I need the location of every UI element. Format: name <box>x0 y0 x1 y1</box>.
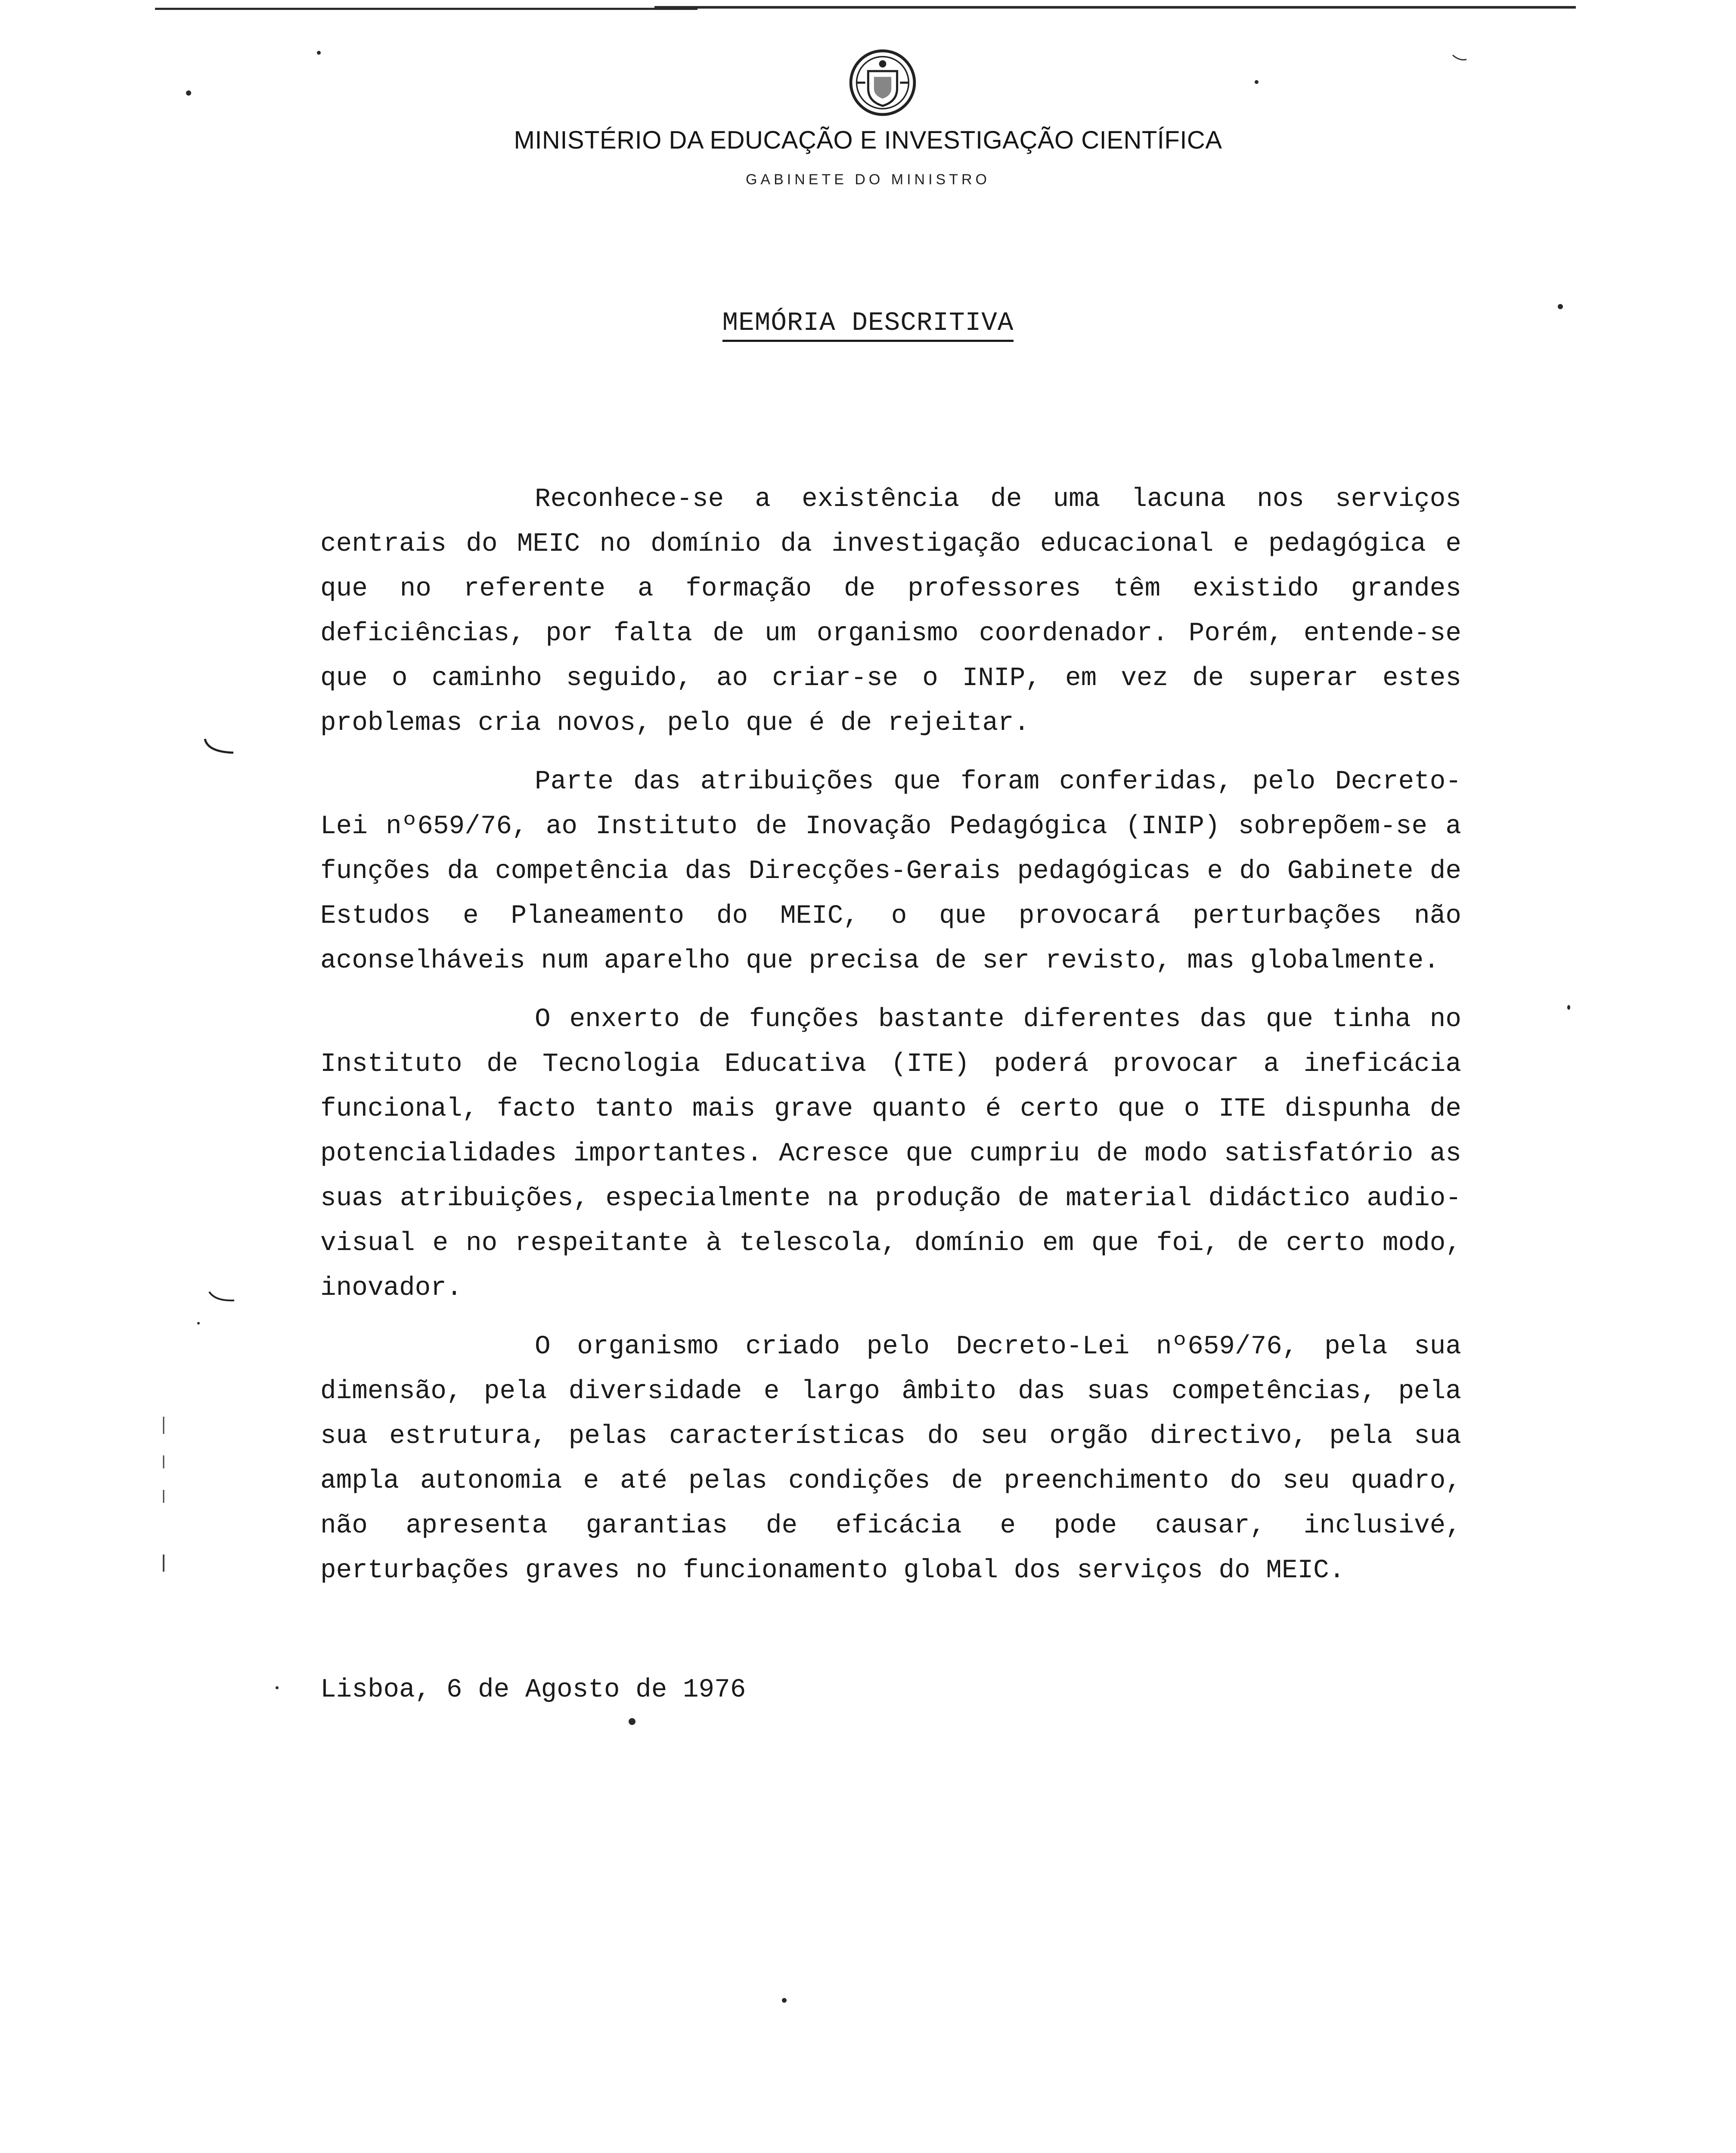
scan-speck <box>1558 304 1563 309</box>
scan-speck <box>276 1686 279 1689</box>
document-body <box>320 477 1461 1593</box>
place-date: Lisboa, 6 de Agosto de 1976 <box>320 1675 746 1705</box>
cabinet-name: GABINETE DO MINISTRO <box>745 171 991 188</box>
document-title: MEMÓRIA DESCRITIVA <box>722 308 1014 342</box>
scan-speck <box>629 1718 636 1725</box>
margin-mark <box>159 1417 168 1572</box>
scan-edge-rule <box>155 8 698 10</box>
scan-speck <box>782 1998 787 2003</box>
coat-of-arms-icon <box>846 47 919 119</box>
paragraph: Reconhece-se a existência de uma lacuna nos serviços centrais do MEIC no domínio da investigação educacional e pedagógica e que no referente a formação de professores têm existido grandes deficiências, por falta de um organismo coordenador. Porém, entende-se que o caminho seguido, ao criar-se o INIP, em vez de superar estes problemas cria novos, pelo que é de rejeitar. <box>320 484 1461 738</box>
paragraph: Parte das atribuições que foram conferidas, pelo Decreto-Lei nº659/76, ao Instituto de Inovação Pedagógica (INIP) sobrepõem-se a funções da competência das Direcções-Gerais pedagógicas e do Gabinete de Estudos e Planeamento do MEIC, o que provocará perturbações não aconselháveis num aparelho que precisa de ser revisto, mas globalmente. <box>320 767 1461 976</box>
scan-speck <box>197 1322 200 1325</box>
scan-edge-rule <box>654 6 1576 9</box>
paragraph: O enxerto de funções bastante diferentes das que tinha no Instituto de Tecnologia Educativa (ITE) poderá provocar a ineficácia funcional, facto tanto mais grave quanto é certo que o ITE dispunha de potencialidades importantes. Acresce que cumpriu de modo satisfatório as suas atribuições, especialmente na produção de material didáctico audio-visual e no respeitante à telescola, domínio em que foi, de certo modo, inovador. <box>320 1005 1461 1303</box>
margin-mark <box>207 1287 237 1305</box>
margin-mark <box>1451 51 1468 64</box>
margin-mark <box>202 732 237 758</box>
document-title-wrap <box>0 308 1736 338</box>
scan-speck <box>1255 80 1259 84</box>
ministry-name: MINISTÉRIO DA EDUCAÇÃO E INVESTIGAÇÃO CIENTÍFICA <box>514 126 1222 154</box>
paragraph: O organismo criado pelo Decreto-Lei nº659/76, pela sua dimensão, pela diversidade e largo âmbito das suas competências, pela sua estrutura, pelas características do seu orgão directivo, pela sua ampla autonomia e até pelas condições de preenchimento do seu quadro, não apresenta garantias de eficácia e pode causar, inclusivé, perturbações graves no funcionamento global dos serviços do MEIC. <box>320 1332 1461 1585</box>
scan-speck <box>317 51 321 55</box>
scan-speck <box>1567 1005 1570 1010</box>
scan-speck <box>186 90 191 96</box>
